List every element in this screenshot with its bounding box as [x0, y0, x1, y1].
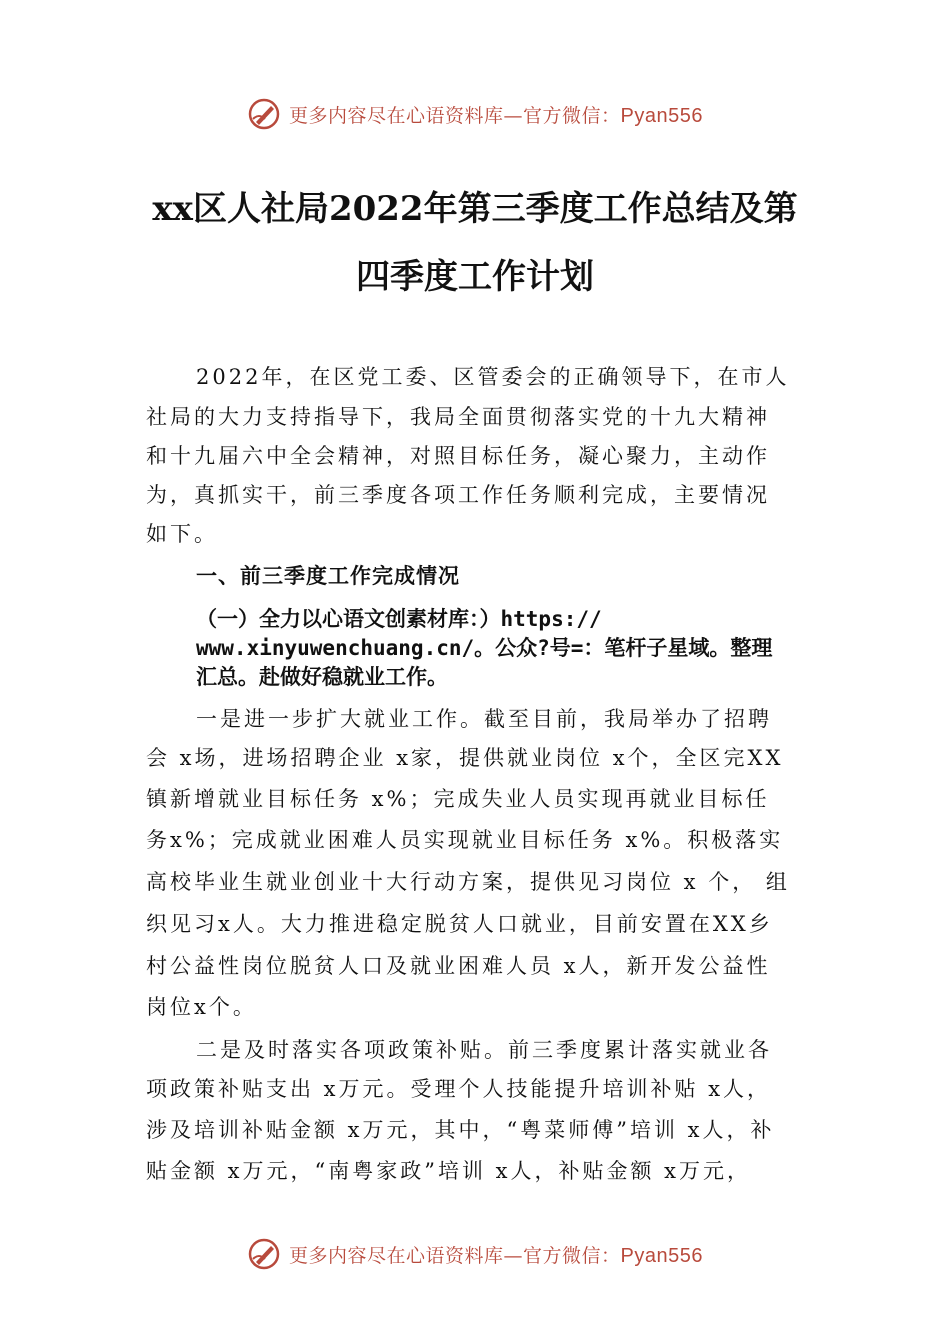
paragraph-line: 织见习x人。大力推进稳定脱贫人口就业，目前安置在XX乡	[146, 912, 773, 936]
pen-logo-icon	[247, 97, 281, 131]
paragraph-line: 村公益性岗位脱贫人口及就业困难人员 x人，新开发公益性	[146, 954, 771, 978]
subsection-heading-line: 汇总。赴做好稳就业工作。	[196, 665, 448, 689]
watermark-text: 更多内容尽在心语资料库—官方微信：Pyan556	[289, 1244, 703, 1267]
watermark-footer	[0, 1234, 950, 1274]
paragraph-line: 涉及培训补贴金额 x万元，其中，“粤菜师傅”培训 x人，补	[146, 1118, 775, 1142]
pen-logo-icon	[247, 1237, 281, 1271]
intro-line: 和十九届六中全会精神，对照目标任务，凝心聚力，主动作	[146, 444, 770, 468]
wechat-id: Pyan556	[620, 104, 703, 127]
paragraph-line: 岗位x个。	[146, 995, 257, 1019]
intro-line: 为，真抓实干，前三季度各项工作任务顺利完成，主要情况	[146, 483, 770, 507]
subsection-heading-line: www.xinyuwenchuang.cn/。公众?号=：笔杆子星域。整理	[196, 636, 773, 660]
intro-line: 2022年，在区党工委、区管委会的正确领导下，在市人	[196, 365, 790, 389]
paragraph-line: 务x%；完成就业困难人员实现就业目标任务 x%。积极落实	[146, 828, 784, 852]
paragraph-line: 项政策补贴支出 x万元。受理个人技能提升培训补贴 x人，	[146, 1077, 772, 1101]
section-heading: 一、前三季度工作完成情况	[196, 564, 460, 588]
paragraph-line: 镇新增就业目标任务 x%；完成失业人员实现再就业目标任	[146, 787, 770, 811]
watermark-text: 更多内容尽在心语资料库—官方微信：Pyan556	[289, 104, 703, 127]
paragraph-line: 一是进一步扩大就业工作。截至目前，我局举办了招聘	[196, 707, 772, 731]
document-title-line-2: 四季度工作计划	[356, 257, 594, 297]
paragraph-line: 贴金额 x万元，“南粤家政”培训 x人，补贴金额 x万元，	[146, 1159, 752, 1183]
wechat-id: Pyan556	[620, 1244, 703, 1267]
paragraph-line: 会 x场，进场招聘企业 x家，提供就业岗位 x个，全区完XX	[146, 746, 784, 770]
paragraph-line: 高校毕业生就业创业十大行动方案，提供见习岗位 x 个， 组	[146, 870, 790, 894]
watermark-header	[0, 94, 950, 134]
intro-line: 社局的大力支持指导下，我局全面贯彻落实党的十九大精神	[146, 405, 770, 429]
subsection-heading-line: （一）全力以心语文创素材库：）https://	[196, 607, 602, 631]
intro-line: 如下。	[146, 522, 218, 546]
paragraph-line: 二是及时落实各项政策补贴。前三季度累计落实就业各	[196, 1038, 772, 1062]
document-title-line-1: xx区人社局2022年第三季度工作总结及第	[152, 189, 798, 229]
